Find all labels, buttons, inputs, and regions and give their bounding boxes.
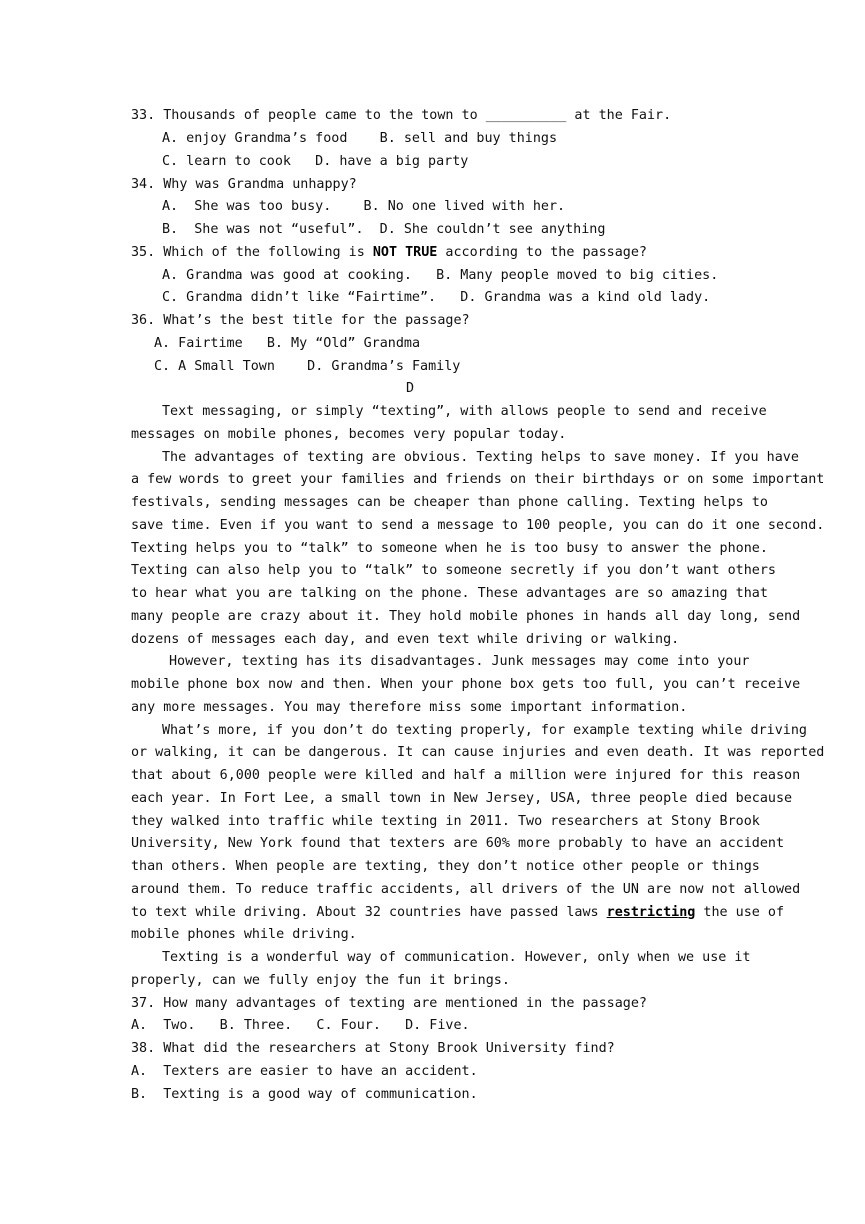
passage-p1-line: messages on mobile phones, becomes very popular today. xyxy=(131,427,567,442)
q33-stem-end: at the Fair. xyxy=(566,108,672,123)
question-37-options: A. Two. B. Three. C. Four. D. Five. xyxy=(131,1018,470,1033)
q35-stem-end: according to the passage? xyxy=(437,245,647,260)
question-35-options-ab: A. Grandma was good at cooking. B. Many people moved to big cities. xyxy=(162,268,719,283)
question-34-options-1: A. She was too busy. B. No one lived with her. xyxy=(162,199,566,214)
passage-p4-line: around them. To reduce traffic accidents, all drivers of the UN are now not allowed xyxy=(131,882,801,897)
passage-p2-line: Texting helps you to “talk” to someone when he is too busy to answer the phone. xyxy=(131,541,768,556)
passage-p3-line: However, texting has its disadvantages. Junk messages may come into your xyxy=(169,654,750,669)
restricting-underlined-word: restricting xyxy=(606,905,696,920)
p4-line9-text: to text while driving. About 32 countries have passed laws xyxy=(131,905,607,920)
question-35-options-cd: C. Grandma didn’t like “Fairtime”. D. Grandma was a kind old lady. xyxy=(162,290,711,305)
question-33-options-cd: C. learn to cook D. have a big party xyxy=(162,154,469,169)
p4-line9-end: the use of xyxy=(695,905,785,920)
passage-p5-line: properly, can we fully enjoy the fun it brings. xyxy=(131,973,510,988)
question-35-stem xyxy=(131,242,647,264)
passage-p4-line: than others. When people are texting, they don’t notice other people or things xyxy=(131,859,760,874)
question-36-options-ab: A. Fairtime B. My “Old” Grandma xyxy=(154,336,421,351)
question-36-options-cd: C. A Small Town D. Grandma’s Family xyxy=(154,359,461,374)
passage-p3-line: any more messages. You may therefore miss some important information. xyxy=(131,700,688,715)
passage-p3-line: mobile phone box now and then. When your phone box gets too full, you can’t receive xyxy=(131,677,801,692)
passage-p2-line: dozens of messages each day, and even text while driving or walking. xyxy=(131,632,680,647)
passage-p1-line: Text messaging, or simply “texting”, with allows people to send and receive xyxy=(162,404,767,419)
question-33-options-ab: A. enjoy Grandma’s food B. sell and buy things xyxy=(162,131,558,146)
question-36-stem: 36. What’s the best title for the passage? xyxy=(131,313,470,328)
passage-p2-line: The advantages of texting are obvious. Texting helps to save money. If you have xyxy=(162,450,799,465)
question-34-stem: 34. Why was Grandma unhappy? xyxy=(131,177,357,192)
passage-p4-line: each year. In Fort Lee, a small town in New Jersey, USA, three people died because xyxy=(131,791,793,806)
passage-p4-line: or walking, it can be dangerous. It can cause injuries and even death. It was reported xyxy=(131,745,825,760)
q35-stem-text: 35. Which of the following is xyxy=(131,245,373,260)
question-38-option-a: A. Texters are easier to have an accident. xyxy=(131,1064,478,1079)
passage-p2-line: to hear what you are talking on the phone. These advantages are so amazing that xyxy=(131,586,768,601)
passage-p2-line: festivals, sending messages can be cheaper than phone calling. Texting helps to xyxy=(131,495,768,510)
passage-p2-line: many people are crazy about it. They hold mobile phones in hands all day long, send xyxy=(131,609,801,624)
q33-stem-text: 33. Thousands of people came to the town to xyxy=(131,108,486,123)
question-37-stem: 37. How many advantages of texting are mentioned in the passage? xyxy=(131,996,647,1011)
passage-p4-line: that about 6,000 people were killed and half a million were injured for this reason xyxy=(131,768,801,783)
question-34-options-2: B. She was not “useful”. D. She couldn’t see anything xyxy=(162,222,606,237)
passage-p4-line-restricting xyxy=(131,902,785,924)
question-38-option-b: B. Texting is a good way of communication. xyxy=(131,1087,478,1102)
question-38-stem: 38. What did the researchers at Stony Brook University find? xyxy=(131,1041,615,1056)
section-label: D xyxy=(406,381,415,396)
passage-p2-line: Texting can also help you to “talk” to someone secretly if you don’t want others xyxy=(131,563,776,578)
passage-p5-line: Texting is a wonderful way of communication. However, only when we use it xyxy=(162,950,751,965)
passage-p2-line: save time. Even if you want to send a message to 100 people, you can do it one second. xyxy=(131,518,825,533)
q33-blank: __________ xyxy=(485,108,567,123)
passage-p4-line: they walked into traffic while texting in 2011. Two researchers at Stony Brook xyxy=(131,814,760,829)
q35-not-true-emphasis: NOT TRUE xyxy=(372,245,438,260)
passage-p4-line: University, New York found that texters are 60% more probably to have an accident xyxy=(131,836,785,851)
question-33-stem xyxy=(131,105,671,127)
passage-p4-line: mobile phones while driving. xyxy=(131,927,357,942)
passage-p4-line: What’s more, if you don’t do texting properly, for example texting while driving xyxy=(162,723,807,738)
passage-p2-line: a few words to greet your families and friends on their birthdays or on some important xyxy=(131,472,825,487)
